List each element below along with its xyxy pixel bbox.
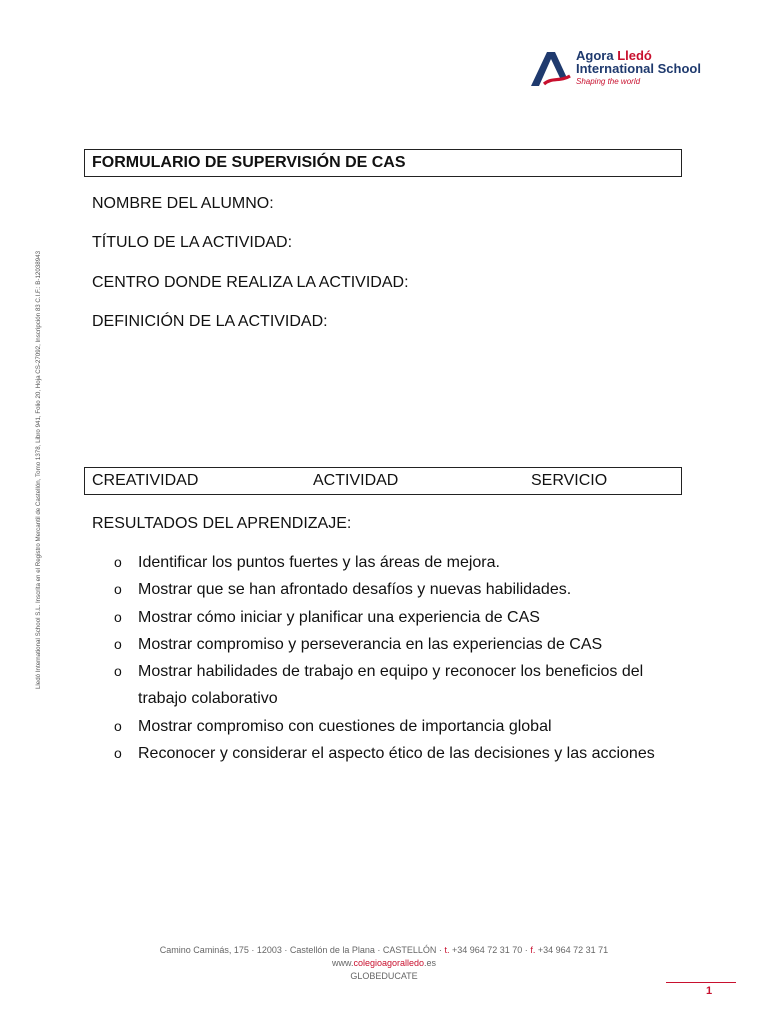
bullet-icon: o	[114, 663, 122, 680]
list-item: o Mostrar compromiso con cuestiones de importancia global	[114, 713, 674, 740]
bullet-icon: o	[114, 717, 122, 734]
category-creatividad: CREATIVIDAD	[92, 472, 199, 489]
logo-line-1: Agora Lledó	[576, 48, 652, 63]
bullet-icon: o	[114, 581, 122, 598]
logo-text	[576, 49, 701, 87]
logo-line-2: International School	[576, 61, 701, 76]
footer-network: GLOBEDUCATE	[350, 971, 418, 981]
activity-title-label: TÍTULO DE LA ACTIVIDAD:	[92, 234, 293, 251]
activity-definition-label: DEFINICIÓN DE LA ACTIVIDAD:	[92, 313, 328, 330]
bullet-icon: o	[114, 608, 122, 625]
logo-tagline: Shaping the world	[576, 77, 641, 86]
list-item: o Mostrar cómo iniciar y planificar una experiencia de CAS	[114, 604, 674, 631]
cas-categories-box	[84, 467, 682, 495]
footer-address: Camino Caminás, 175 · 12003 · Castellón de la Plana · CASTELLÓN · t. +34 964 72 31 70 · f. +34 964 72 31 71	[159, 945, 609, 955]
list-item: o Reconocer y considerar el aspecto ético de las decisiones y las acciones	[114, 740, 674, 767]
page-number-rule	[666, 982, 736, 983]
footer-website[interactable]: www.colegioagoralledo.es	[331, 958, 437, 968]
bullet-icon: o	[114, 554, 122, 570]
center-label: CENTRO DONDE REALIZA LA ACTIVIDAD:	[92, 274, 409, 291]
student-name-label: NOMBRE DEL ALUMNO:	[92, 195, 274, 212]
list-item: o Mostrar compromiso y perseverancia en las experiencias de CAS	[114, 631, 674, 658]
form-title: FORMULARIO DE SUPERVISIÓN DE CAS	[84, 149, 682, 177]
learning-outcomes-list	[114, 549, 674, 767]
list-item: o Mostrar que se han afrontado desafíos y nuevas habilidades.	[114, 576, 674, 603]
list-item: o Identificar los puntos fuertes y las áreas de mejora.	[114, 549, 674, 576]
page-number: 1	[706, 985, 713, 997]
logo-a-mark-icon	[526, 46, 572, 92]
category-servicio: SERVICIO	[531, 472, 608, 489]
side-legal-text: Lledó International School S.L. Inscrita en el Registro Mercantil de Castellón, Tomo 1378, Libro 941, Folio 20, Hoja CS-27092, Inscripción 83 C.I.F.: B-12038943	[35, 250, 42, 690]
learning-outcomes-title: RESULTADOS DEL APRENDIZAJE:	[92, 515, 352, 532]
school-logo	[526, 46, 726, 92]
list-item: o Mostrar habilidades de trabajo en equipo y reconocer los beneficios del trabajo colaborativo	[114, 658, 674, 713]
category-actividad: ACTIVIDAD	[313, 472, 399, 489]
bullet-icon: o	[114, 635, 122, 652]
bullet-icon: o	[114, 745, 122, 762]
